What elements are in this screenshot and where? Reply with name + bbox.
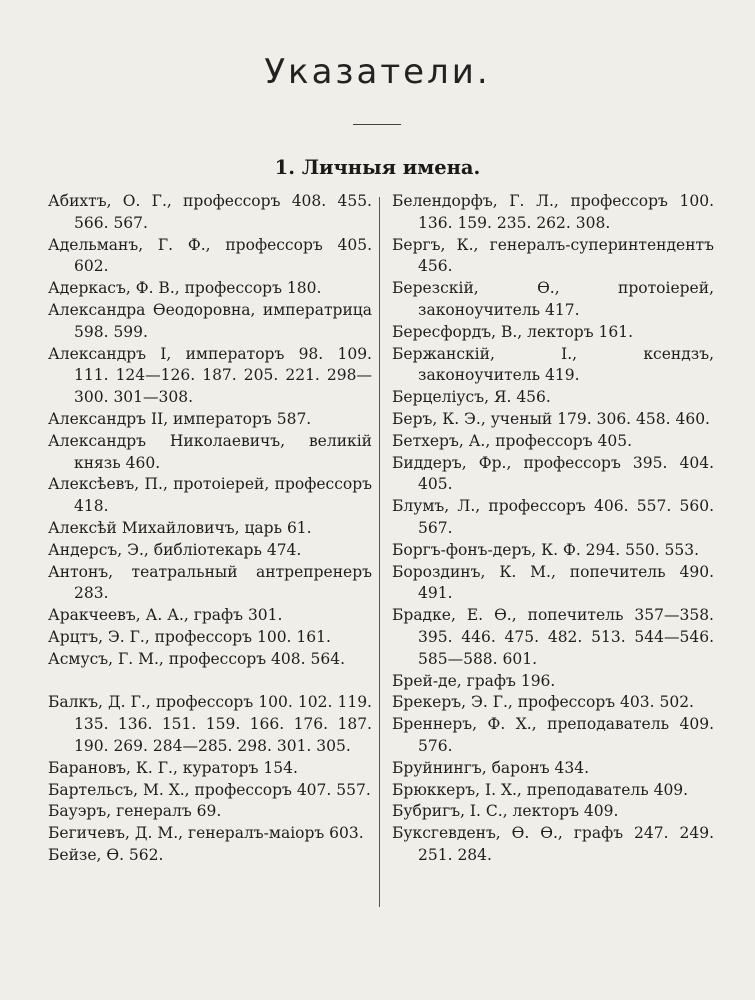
column-divider bbox=[379, 197, 380, 907]
index-entry: Александра Ѳеодоровна, императрица 598. 599. bbox=[48, 300, 372, 341]
index-entry: Бороздинъ, К. М., попечитель 490. 491. bbox=[392, 562, 714, 603]
index-entry: Александръ Николаевичъ, великій князь 460. bbox=[48, 431, 372, 472]
index-entry: Бубригъ, І. С., лекторъ 409. bbox=[392, 802, 619, 821]
index-entry: Брюккеръ, І. Х., преподаватель 409. bbox=[392, 780, 689, 799]
index-entry: Бауэръ, генералъ 69. bbox=[48, 802, 222, 821]
index-entry: Бейзе, Ѳ. 562. bbox=[48, 845, 164, 864]
index-entry: Адеркасъ, Ф. В., профессоръ 180. bbox=[48, 279, 322, 298]
index-entry: Бержанскій, І., ксендзъ, законоучитель 419. bbox=[392, 344, 714, 385]
page-title: Указатели. bbox=[264, 52, 491, 92]
index-entry: Белендорфъ, Г. Л., профессоръ 100. 136. 159. 235. 262. 308. bbox=[392, 192, 714, 232]
section-title: 1. Личныя имена. bbox=[274, 156, 481, 179]
index-entry: Александръ I, императоръ 98. 109. 111. 124—126. 187. 205. 221. 298—300. 301—308. bbox=[48, 344, 372, 407]
index-column-left bbox=[48, 191, 372, 867]
index-entry: Бегичевъ, Д. М., генералъ-маіоръ 603. bbox=[48, 824, 364, 843]
index-entry: Брекеръ, Э. Г., профессоръ 403. 502. bbox=[392, 693, 694, 712]
index-entry: Барановъ, К. Г., кураторъ 154. bbox=[48, 758, 298, 777]
index-entry: Антонъ, театральный антрепренеръ 283. bbox=[48, 562, 372, 603]
title-rule bbox=[353, 124, 401, 125]
index-entry: Беръ, К. Э., ученый 179. 306. 458. 460. bbox=[392, 409, 710, 428]
index-entry: Бетхеръ, А., профессоръ 405. bbox=[392, 431, 633, 450]
index-entry: Брадке, Е. Ѳ., попечитель 357—358. 395. 446. 475. 482. 513. 544—546. 585—588. 601. bbox=[392, 606, 714, 668]
index-entry: Алексѣевъ, П., протоіерей, профессоръ 418. bbox=[48, 475, 372, 516]
index-entry: Бересфордъ, В., лекторъ 161. bbox=[392, 322, 633, 341]
index-entry: Блумъ, Л., профессоръ 406. 557. 560. 567. bbox=[392, 497, 714, 537]
index-entry: Брей-де, графъ 196. bbox=[392, 671, 556, 690]
index-entry: Андерсъ, Э., библіотекарь 474. bbox=[48, 540, 302, 559]
index-entry: Балкъ, Д. Г., профессоръ 100. 102. 119. 135. 136. 151. 159. 166. 176. 187. 190. 269. 284—285. 298. 301. 305. bbox=[48, 693, 372, 755]
index-entry: Адельманъ, Г. Ф., профессоръ 405. 602. bbox=[48, 235, 372, 276]
index-entry: Биддеръ, Фр., профессоръ 395. 404. 405. bbox=[392, 453, 714, 494]
index-entry: Абихтъ, О. Г., профессоръ 408. 455. 566. 567. bbox=[48, 192, 372, 232]
index-entry: Березскій, Ѳ., протоіерей, законоучитель 417. bbox=[392, 279, 714, 319]
index-entry: Алексѣй Михайловичъ, царь 61. bbox=[48, 518, 312, 537]
index-entry: Бартельсъ, М. Х., профессоръ 407. 557. bbox=[48, 780, 371, 799]
index-entry: Асмусъ, Г. М., профессоръ 408. 564. bbox=[48, 649, 346, 668]
index-entry: Александръ II, императоръ 587. bbox=[48, 409, 312, 428]
index-entry: Арцтъ, Э. Г., профессоръ 100. 161. bbox=[48, 627, 331, 646]
index-entry: Бергъ, К., генералъ-суперинтендентъ 456. bbox=[392, 235, 714, 276]
section-gap bbox=[48, 671, 372, 693]
index-entry: Бреннеръ, Ф. Х., преподаватель 409. 576. bbox=[392, 715, 714, 755]
index-entry: Буксгевденъ, Ѳ. Ѳ., графъ 247. 249. 251. 284. bbox=[392, 824, 714, 864]
index-entry: Боргъ-фонъ-деръ, К. Ф. 294. 550. 553. bbox=[392, 540, 700, 559]
index-column-right bbox=[392, 191, 714, 867]
index-entry: Бруйнингъ, баронъ 434. bbox=[392, 758, 590, 777]
index-entry: Берцеліусъ, Я. 456. bbox=[392, 388, 551, 407]
index-entry: Аракчеевъ, А. А., графъ 301. bbox=[48, 606, 283, 625]
